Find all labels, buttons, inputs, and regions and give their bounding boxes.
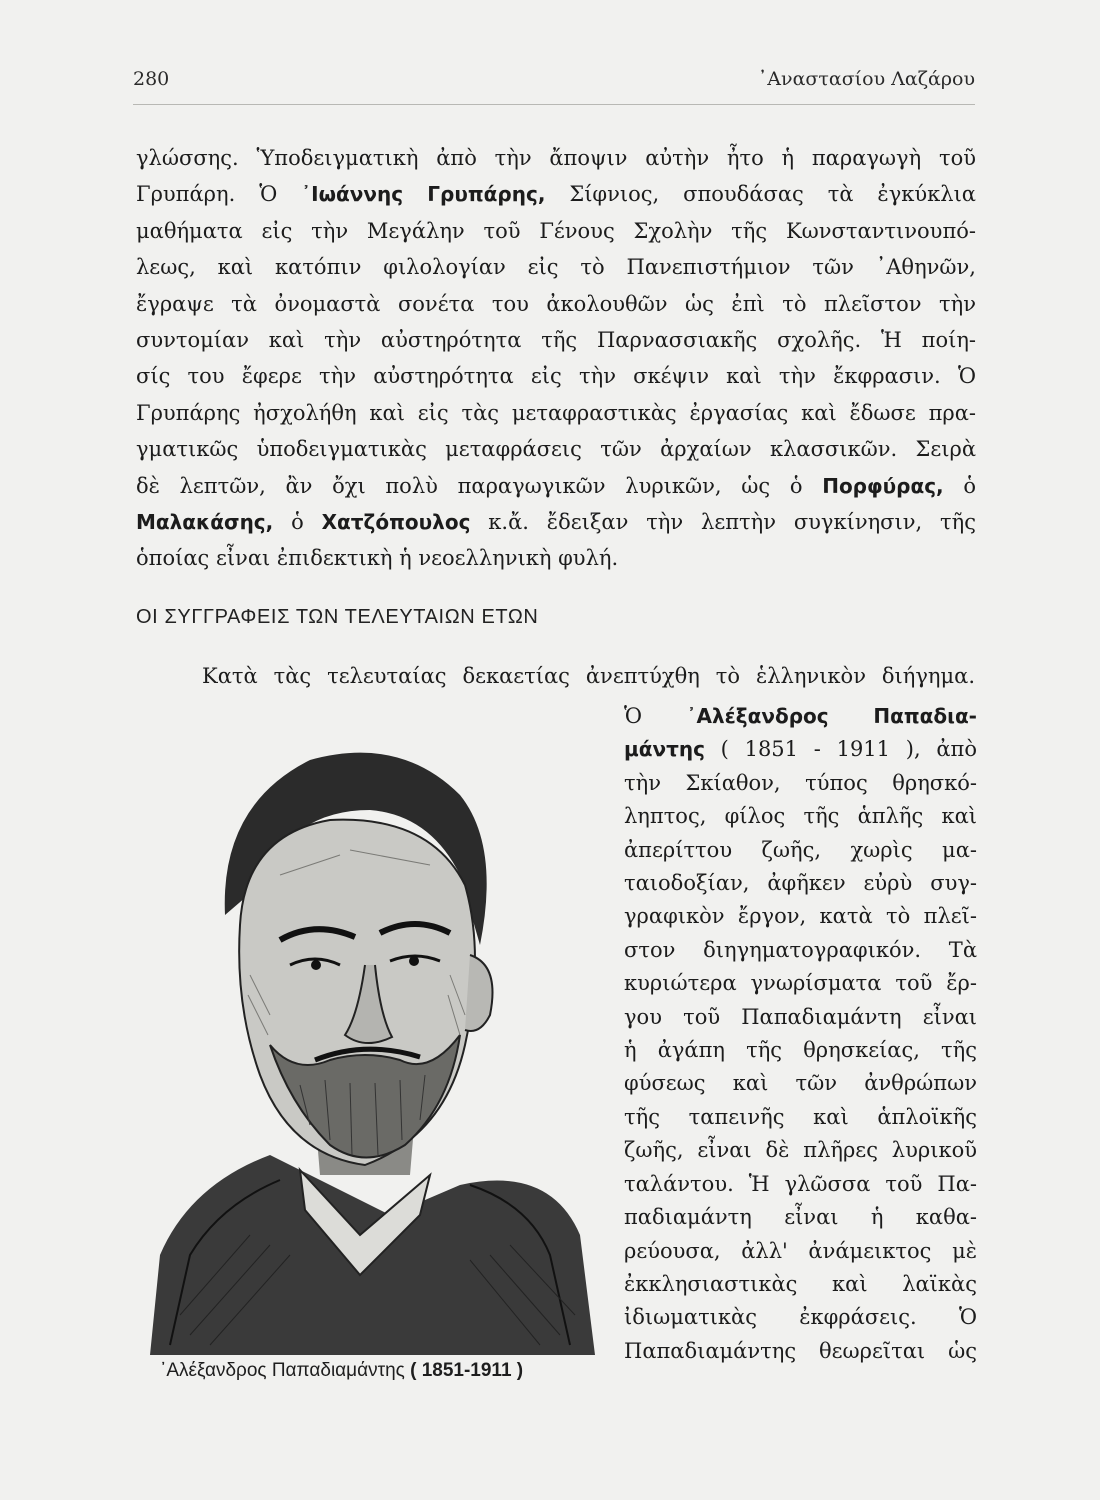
- bold-name: Πορφύρας,: [822, 473, 944, 498]
- text-run: παδιαμάντη εἶναι ἡ καθα-: [624, 1205, 977, 1230]
- right_column-line: [624, 834, 977, 867]
- text-run: ρεύουσα, ἀλλ' ἀνάμεικτος μὲ: [624, 1238, 977, 1263]
- text-run: ὁ: [273, 510, 322, 535]
- text-run: ἀπερίττου ζωῆς, χωρὶς μα-: [624, 837, 977, 862]
- text-run: γλώσσης. Ὑποδειγματικὴ ἀπὸ τὴν ἄποψιν αὐτὴν ἦτο ἡ παραγωγὴ τοῦ: [136, 146, 976, 170]
- text-run: ἔγραψε τὰ ὀνομαστὰ σονέτα του ἀκολουθῶν ὡς ἐπὶ τὸ πλεῖστον τὴν: [136, 291, 976, 316]
- body-paragraph: [136, 140, 976, 577]
- text-run: συντομίαν καὶ τὴν αὐστηρότητα τῆς Παρνασσιακῆς σχολῆς. Ἡ ποίη-: [136, 328, 976, 353]
- right_column-line: [624, 800, 977, 833]
- right_column-line: [624, 1134, 977, 1167]
- paragraph-line: [136, 322, 976, 358]
- intro-line: Κατὰ τὰς τελευταίας δεκαετίας ἀνεπτύχθη τὸ ἑλληνικὸν διήγημα.: [202, 664, 975, 688]
- text-run: ταιοδοξίαν, ἀφῆκεν εὐρὺ συγ-: [624, 871, 977, 896]
- paragraph-line: [136, 213, 976, 249]
- right_column-line: [624, 733, 977, 766]
- bold-name: Μαλακάσης,: [136, 510, 274, 535]
- text-run: ἰδιωματικὰς ἐκφράσεις. Ὁ: [624, 1305, 977, 1330]
- text-run: ὁ: [943, 473, 977, 498]
- text-run: ἡ ἀγάπη τῆς θρησκείας, τῆς: [624, 1038, 977, 1063]
- section-title: ΟΙ ΣΥΓΓΡΑΦΕΙΣ ΤΩΝ ΤΕΛΕΥΤΑΙΩΝ ΕΤΩΝ: [136, 606, 539, 628]
- right_column-line: [624, 1101, 977, 1134]
- text-run: τῆς ταπεινῆς καὶ ἁπλοϊκῆς: [624, 1104, 977, 1129]
- portrait-engraving: [130, 715, 600, 1355]
- text-run: κυριώτερα γνωρίσματα τοῦ ἔρ-: [624, 971, 977, 996]
- text-run: φύσεως καὶ τῶν ἀνθρώπων: [624, 1071, 977, 1096]
- paragraph-line: [136, 140, 976, 176]
- text-run: Παπαδιαμάντης θεωρεῖται ὡς: [624, 1338, 977, 1363]
- paragraph-line: [136, 504, 976, 540]
- text-run: γου τοῦ Παπαδιαμάντη εἶναι: [624, 1004, 977, 1029]
- right_column-line: [624, 1268, 977, 1301]
- paragraph-line: [136, 249, 976, 285]
- right_column-line: [624, 1301, 977, 1334]
- right_column-line: [624, 1168, 977, 1201]
- text-run: μαθήματα εἰς τὴν Μεγάλην τοῦ Γένους Σχολὴν τῆς Κωνσταντινουπό-: [136, 218, 976, 243]
- portrait-caption: [160, 1360, 523, 1382]
- bold-name: ᾿Ιωάννης Γρυπάρης,: [301, 182, 546, 207]
- text-run: ( 1851 - 1911 ), ἀπὸ: [704, 737, 977, 762]
- caption-years: ( 1851-1911 ): [410, 1360, 524, 1381]
- paragraph-line: [136, 468, 976, 504]
- right_column-line: [624, 1201, 977, 1234]
- paragraph-line: [136, 176, 976, 212]
- right_column-line: [624, 867, 977, 900]
- text-run: σίς του ἔφερε τὴν αὐστηρότητα εἰς τὴν σκέψιν καὶ τὴν ἔκφρασιν. Ὁ: [136, 364, 976, 389]
- text-run: Γρυπάρη. Ὁ: [136, 182, 302, 207]
- right_column-line: [624, 900, 977, 933]
- page-number: 280: [133, 68, 170, 90]
- running-title: ᾿Αναστασίου Λαζάρου: [757, 68, 975, 90]
- text-run: ληπτος, φίλος τῆς ἁπλῆς καὶ: [624, 804, 977, 829]
- bold-name: μάντης: [624, 737, 705, 762]
- right_column-line: [624, 934, 977, 967]
- text-run: ζωῆς, εἶναι δὲ πλῆρες λυρικοῦ: [624, 1138, 977, 1163]
- right-column-text: [624, 700, 977, 1368]
- paragraph-line: [136, 395, 976, 431]
- text-run: τὴν Σκίαθον, τύπος θρησκό-: [624, 770, 977, 795]
- paragraph-line: [136, 358, 976, 394]
- text-run: γματικῶς ὑποδειγματικὰς μεταφράσεις τῶν ἀρχαίων κλασσικῶν. Σειρὰ: [136, 437, 976, 462]
- caption-name: ᾿Αλέξανδρος Παπαδιαμάντης: [160, 1360, 405, 1381]
- page-header: [133, 68, 975, 98]
- text-run: Γρυπάρης ἠσχολήθη καὶ εἰς τὰς μεταφραστικὰς ἐργασίας καὶ ἔδωσε πρα-: [136, 400, 976, 425]
- right_column-line: [624, 1335, 977, 1368]
- bold-name: Χατζόπουλος: [321, 510, 471, 535]
- text-run: δὲ λεπτῶν, ἂν ὄχι πολὺ παραγωγικῶν λυρικῶν, ὡς ὁ: [136, 473, 823, 498]
- text-run: γραφικὸν ἔργον, κατὰ τὸ πλεῖ-: [624, 904, 977, 929]
- text-run: στον διηγηματογραφικόν. Τὰ: [624, 937, 977, 962]
- right_column-line: [624, 1001, 977, 1034]
- text-run: Ὁ: [624, 704, 687, 728]
- right_column-line: [624, 1235, 977, 1268]
- header-rule: [133, 104, 975, 105]
- bold-name: ᾿Αλέξανδρος Παπαδια-: [686, 704, 977, 728]
- text-run: Σίφνιος, σπουδάσας τὰ ἐγκύκλια: [545, 182, 976, 207]
- right_column-line: [624, 767, 977, 800]
- right_column-line: [624, 1067, 977, 1100]
- paragraph-line: [136, 286, 976, 322]
- right_column-line: [624, 700, 977, 733]
- paragraph-line: [136, 431, 976, 467]
- right_column-line: [624, 1034, 977, 1067]
- text-run: ταλάντου. Ἡ γλῶσσα τοῦ Πα-: [624, 1171, 977, 1196]
- text-run: λεως, καὶ κατόπιν φιλολογίαν εἰς τὸ Πανεπιστήμιον τῶν ᾿Αθηνῶν,: [136, 255, 976, 280]
- text-run: ἐκκλησιαστικὰς καὶ λαϊκὰς: [624, 1271, 977, 1296]
- text-run: ὁποίας εἶναι ἐπιδεκτικὴ ἡ νεοελληνικὴ φυλή.: [136, 546, 619, 571]
- right_column-line: [624, 967, 977, 1000]
- text-run: κ.ἄ. ἔδειξαν τὴν λεπτὴν συγκίνησιν, τῆς: [470, 510, 977, 535]
- paragraph-line: [136, 540, 976, 576]
